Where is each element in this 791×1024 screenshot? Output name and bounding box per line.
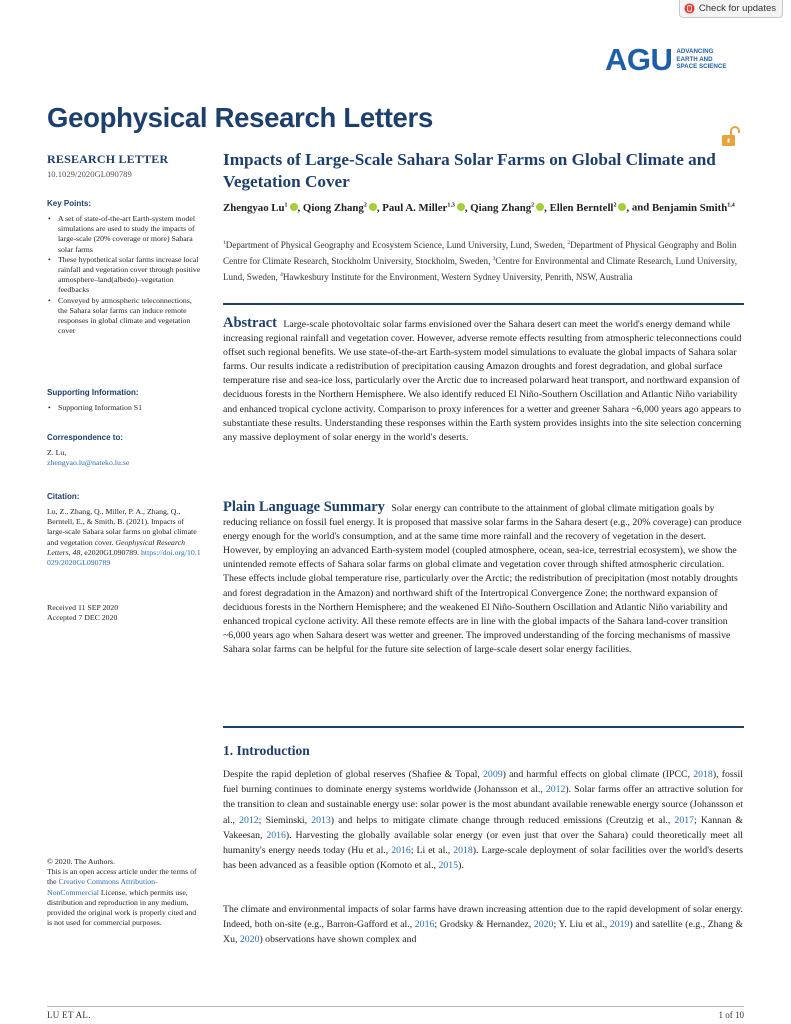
agu-tagline-line: ADVANCING <box>676 48 714 56</box>
citation-link[interactable]: 2017 <box>674 814 695 826</box>
paragraph-text: ). Large-scale deployment of solar facilities over the world's deserts has been advanced as a feasible option (Komoto et al., <box>223 845 743 872</box>
plain-summary-heading: Plain Language Summary <box>223 499 385 515</box>
citation-link[interactable]: 2012 <box>545 784 566 796</box>
citation-link[interactable]: 2019 <box>609 919 630 931</box>
paragraph-text: ; Grodsky & Hernandez, <box>434 919 534 931</box>
key-point-item: • These hypothetical solar farms increase local rainfall and vegetation cover through positive atmosphere–land(albedo)–vegetation feedbacks <box>47 255 202 296</box>
paragraph-text: ). Solar farms offer an attractive solution for the transition to clean and sustainable energy use: solar power is the most abundant available renewable energy source (Johansson et al., <box>223 784 743 826</box>
correspondence <box>47 433 202 468</box>
affiliation-number: 2 <box>567 240 571 246</box>
received-date: Received 11 SEP 2020 <box>47 603 119 612</box>
author-name: Ellen Berntell <box>549 201 614 214</box>
introduction-heading: 1. Introduction <box>223 743 310 758</box>
footer-page-number: 1 of 10 <box>718 1010 744 1020</box>
author-name: Qiang Zhang <box>470 201 532 214</box>
citation-link[interactable]: 2020 <box>533 919 554 931</box>
citation <box>47 492 202 568</box>
paragraph-text: Despite the rapid depletion of global reserves (Shafiee & Topal, <box>223 769 484 780</box>
affiliation-text: Department of Physical Geography and Ecosystem Science, Lund University, Lund, Sweden, <box>225 240 568 251</box>
author-name: Zhengyao Lu <box>223 201 285 214</box>
crossmark-icon <box>684 3 695 14</box>
author-affiliation: 1,4 <box>727 202 735 208</box>
citation-article-number: , e2020GL090789. <box>80 547 140 557</box>
key-points-heading: Key Points: <box>47 199 92 208</box>
paragraph-text: ; Kannan & Vakeesan, <box>223 814 743 841</box>
author-name: Benjamin Smith <box>651 201 728 214</box>
supporting-information <box>47 388 202 413</box>
author-affiliation: 1 <box>284 202 288 208</box>
supporting-heading: Supporting Information: <box>47 388 139 397</box>
paragraph-text: ; Sieminski, <box>258 814 312 826</box>
author[interactable] <box>652 202 735 214</box>
citation-link[interactable]: 2012 <box>239 814 259 826</box>
agu-tagline-line: EARTH AND <box>676 55 713 63</box>
paragraph-text: ; Y. Liu et al., <box>553 919 610 931</box>
abstract <box>223 316 743 445</box>
open-access-lock-icon[interactable] <box>718 126 744 148</box>
license-link[interactable]: Creative Commons Attribution-NonCommercial <box>47 877 158 897</box>
key-point-item: • Conveyed by atmospheric teleconnections, the Sahara solar farms can induce remote responses in global climate and vegetation cover <box>47 296 202 337</box>
affiliations <box>223 236 743 284</box>
orcid-icon[interactable] <box>536 203 544 211</box>
key-points <box>47 199 202 336</box>
citation-journal: Geophysical Research Letters, 48 <box>47 537 186 557</box>
citation-link[interactable]: 2013 <box>311 814 331 826</box>
affiliation-number: 1 <box>223 240 226 246</box>
license <box>47 857 202 928</box>
citation-link[interactable]: 2016 <box>414 919 435 931</box>
orcid-icon[interactable] <box>290 203 298 211</box>
citation-link[interactable]: 2020 <box>239 934 260 946</box>
article-title: Impacts of Large-Scale Sahara Solar Farms on Global Climate and Vegetation Cover <box>223 150 716 191</box>
check-updates-label: Check for updates <box>698 3 776 14</box>
article-dates <box>47 603 202 623</box>
section-divider <box>223 726 744 728</box>
citation-doi-link[interactable]: https://doi.org/10.1029/2020GL090789 <box>47 547 201 568</box>
citation-text: Lu, Z., Zhang, Q., Miller, P. A., Zhang, Q., Berntell, E., & Smith, B. (2021). Impacts of large-scale Sahara solar farms on global climate and vegetation cover. <box>47 507 197 547</box>
agu-tagline <box>676 48 726 71</box>
orcid-icon[interactable] <box>369 203 377 211</box>
copyright: © 2020. The Authors. <box>47 857 115 866</box>
citation-link[interactable]: 2016 <box>391 845 411 857</box>
article-type: RESEARCH LETTER <box>47 152 169 166</box>
supporting-item[interactable]: • Supporting Information S1 <box>47 403 202 413</box>
author[interactable]: Ellen Berntell$^2$ , <box>549 201 630 214</box>
license-text <box>47 867 202 928</box>
affiliation-text: Hawkesbury Institute for the Environment, Western Sydney University, Penrith, NSW, Australia <box>282 272 633 283</box>
author[interactable]: Zhengyao Lu$^1$ , <box>223 201 301 214</box>
license-pre: This is an open access article under the terms of the <box>47 867 197 887</box>
citation-link[interactable]: 2018 <box>453 845 473 857</box>
correspondence-email-link[interactable]: zhengyao.lu@nateko.lu.se <box>47 458 130 468</box>
plain-language-summary <box>223 500 743 657</box>
introduction-paragraph <box>223 767 743 873</box>
paragraph-text: ) and satellite (e.g., Zhang & Xu, <box>223 919 743 946</box>
affiliation-text: Centre for Environmental and Climate Research, Lund University, Lund, Sweden, <box>223 256 737 283</box>
paragraph-text: ). Harvesting the globally available solar energy (or even just that over the Sahara) could theoretically meet all humanity's energy needs today (Hu et al., <box>223 829 744 857</box>
author-affiliation: 1,3 <box>447 202 455 208</box>
abstract-heading: Abstract <box>223 315 277 331</box>
introduction-paragraph <box>223 902 743 948</box>
paragraph-text: ; Li et al., <box>410 845 454 857</box>
agu-logo[interactable] <box>605 44 726 75</box>
author-name: Qiong Zhang <box>302 201 364 214</box>
check-for-updates-button[interactable] <box>679 0 783 18</box>
paragraph-text: ) observations have shown complex and <box>259 934 417 946</box>
author-affiliation: 2 <box>531 202 535 208</box>
author[interactable]: Qiang Zhang$^2$ , <box>470 201 547 214</box>
citation-link[interactable]: 2015 <box>438 860 459 872</box>
footer-divider <box>47 1006 744 1007</box>
footer-authors: LU ET AL. <box>47 1010 91 1020</box>
correspondence-heading: Correspondence to: <box>47 433 124 442</box>
author-affiliation: 2 <box>363 202 367 208</box>
citation-link[interactable]: 2018 <box>693 769 713 780</box>
citation-body <box>47 507 202 568</box>
affiliation-text: Department of Physical Geography and Bolin Centre for Climate Research, Stockholm University, Stockholm, Sweden, <box>223 240 737 267</box>
affiliation-number: 4 <box>280 272 283 279</box>
author-conjunction: and <box>631 201 650 214</box>
agu-logo-mark: AGU <box>605 42 673 77</box>
paragraph-text: ) and harmful effects on global climate (IPCC, <box>502 769 694 780</box>
citation-link[interactable]: 2009 <box>483 769 503 780</box>
agu-tagline-line: SPACE SCIENCE <box>676 63 727 71</box>
license-post: License, which permits use, distribution and reproduction in any medium, provided the original work is properly cited and is not used for commercial purposes. <box>47 887 197 928</box>
author-list <box>223 199 743 215</box>
affiliation-number: 3 <box>492 256 496 263</box>
author[interactable]: Paul A. Miller$^{1,3}$ , <box>382 201 468 214</box>
plain-summary-text: Solar energy can contribute to the attainment of global climate mitigation goals by reducing reliance on fossil fuel energy. It is proposed that massive solar farms in the Sahara desert (e.g., 20% coverage) can produce energy enough for the world's consumption, and at the same time more rainfall and the recovery of vegetation in the desert. However, by employing an advanced Earth-system model (coupled atmosphere, ocean, sea-ice, terrestrial ecosystem), we show the unintended remote effects of Sahara solar farms on global climate and vegetation cover through shifted atmospheric circulation. These effects include global temperature rise, particularly over the Arctic; the redistribution of precipitation (most notably droughts and forest degradation in the Amazon) and northward shift of the Intertropical Convergence Zone; the northward expansion of deciduous forests in the Northern Hemisphere; and the weakened El Niño-Southern Oscillation and Atlantic Niño variability and enhanced tropical cyclone activity. All these remote effects are in line with the global impacts of the Sahara land-cover transition ~6,000 years ago when Sahara desert was wetter and greener. The improved understanding of the forcing mechanisms of massive Sahara solar farms can be helpful for the future site selection of large-scale desert solar energy facilities. <box>223 503 742 655</box>
section-divider <box>223 303 744 305</box>
paragraph-text: ). <box>458 860 464 872</box>
correspondence-name: Z. Lu, <box>47 448 67 457</box>
paragraph-text: The climate and environmental impacts of solar farms have drawn increasing attention due to the rapid development of solar energy. Indeed, both on-site (e.g., Barron-Gafford et al., <box>223 904 743 931</box>
orcid-icon[interactable] <box>457 203 465 211</box>
author-name: Paul A. Miller <box>382 201 448 214</box>
paragraph-text: ), fossil fuel burning continues to dominate energy systems worldwide (Johansson et al., <box>223 769 743 796</box>
citation-heading: Citation: <box>47 492 80 501</box>
orcid-icon[interactable] <box>618 203 626 211</box>
abstract-text: Large-scale photovoltaic solar farms envisioned over the Sahara desert can meet the world's energy demand while increasing regional rainfall and vegetation cover. However, adverse remote effects resulting from atmospheric teleconnections could offset such regional benefits. We use state-of-the-art Earth-system model simulations to evaluate the global impacts of Sahara solar farms. Our results indicate a redistribution of precipitation causing Amazon droughts and forest degradation, and global surface temperature rise and sea-ice loss, particularly over the Arctic due to increased polarward heat transport, and northward expansion of deciduous forests in the Northern Hemisphere. We also identify reduced El Niño-Southern Oscillation and Atlantic Niño variability and enhanced tropical cyclone activity. Comparison to proxy inferences for a wetter and greener Sahara ~6,000 years ago appears to substantiate these results. Understanding these responses within the Earth system provides insights into the site selection concerning any massive deployment of solar energy in the world's deserts. <box>223 319 742 443</box>
author-affiliation: 2 <box>613 202 617 208</box>
key-point-item: • A set of state-of-the-art Earth-system model simulations are used to study the impacts of large-scale (20% coverage or more) Sahara solar farms <box>47 214 202 255</box>
citation-link[interactable]: 2016 <box>266 829 286 841</box>
journal-title: Geophysical Research Letters <box>47 102 433 133</box>
article-doi[interactable]: 10.1029/2020GL090789 <box>47 169 132 179</box>
paragraph-text: ) and helps to mitigate climate change through reduced emissions (Creutzig et al., <box>330 814 675 826</box>
accepted-date: Accepted 7 DEC 2020 <box>47 613 118 623</box>
author[interactable]: Qiong Zhang$^2$ , <box>302 201 380 214</box>
